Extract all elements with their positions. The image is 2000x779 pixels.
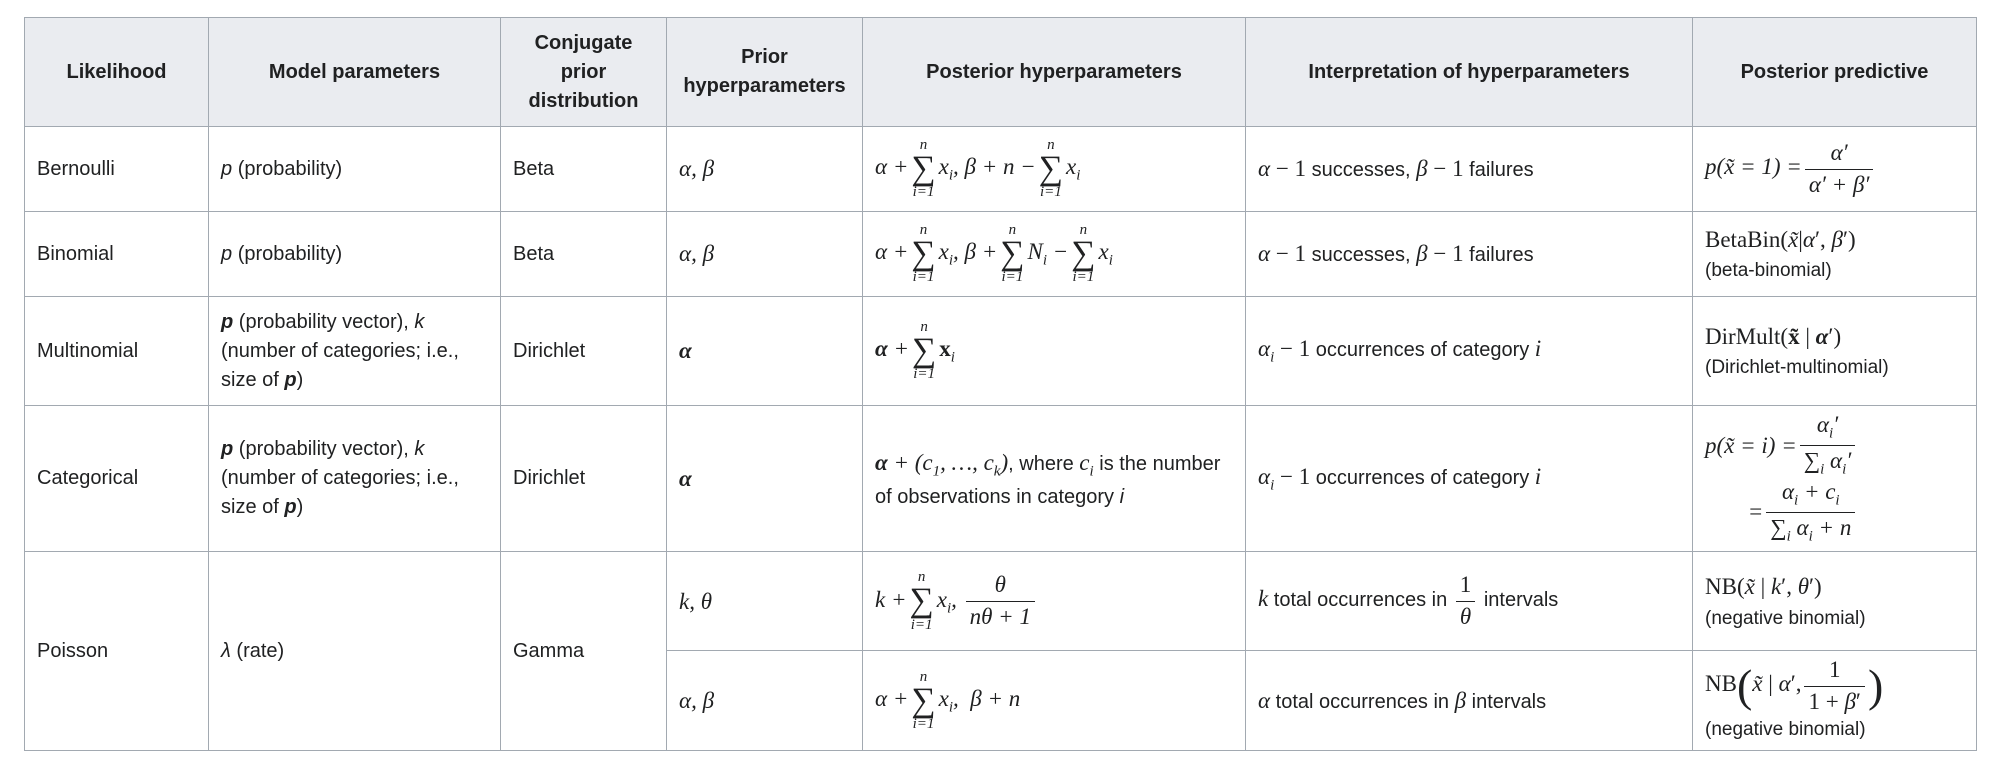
predictive-note: (negative binomial): [1705, 719, 1866, 741]
formula-beta: β: [1454, 688, 1467, 714]
predictive-cell: [1693, 297, 1977, 406]
param-text-1: (probability vector),: [238, 438, 409, 461]
formula-predictive: NB(x̃ | k′, θ′): [1705, 574, 1822, 600]
interpretation-cell: [1246, 212, 1693, 297]
formula-predictive: p(x̃ = 1) = $\frac{\alpha'}{\alpha' + \beta'}$: [1705, 154, 1876, 179]
posterior-hyper-cell: [863, 127, 1246, 212]
prior-cell: Dirichlet: [501, 406, 667, 552]
param-symbol: p: [221, 438, 234, 461]
interpretation-cell: [1246, 406, 1693, 552]
prior-cell: Gamma: [501, 552, 667, 751]
formula-k: k: [1258, 586, 1269, 612]
model-parameters-cell: [209, 212, 501, 297]
predictive-note: (Dirichlet-multinomial): [1705, 357, 1889, 379]
formula-posterior-hyper: α + n ∑ i=1 $x_i$: [875, 318, 955, 383]
formula-prior-hyper: α, β: [679, 241, 715, 267]
interp-fail-text: failures: [1469, 159, 1534, 182]
prior-hyper-cell: [667, 651, 863, 751]
model-parameters-cell: [209, 297, 501, 406]
header-row: [25, 18, 1977, 127]
prior-cell: Beta: [501, 212, 667, 297]
model-parameters-cell: [209, 406, 501, 552]
param-symbol: p: [221, 242, 233, 265]
param-symbol: p: [221, 157, 233, 180]
formula-c-i: $c_i$: [1079, 449, 1094, 480]
posterior-hyper-cell: [863, 552, 1246, 651]
param-text-2: (number of categories; i.e., size of: [221, 467, 459, 519]
table-row-bernoulli: [25, 127, 1977, 212]
param-text-3: ): [296, 368, 304, 391]
formula-category-i: i: [1534, 336, 1542, 362]
formula-posterior-hyper: α + n ∑ i=1 $x_i$, β + n − n ∑ i=1 $x_i$: [875, 136, 1081, 201]
formula-predictive: NB(x̃ | α′, $\frac{1}{1 + \beta'}$ ): [1705, 657, 1884, 714]
param-symbol: λ: [221, 639, 231, 662]
param-text: (probability): [237, 157, 343, 180]
formula-beta-minus-one: β − 1: [1416, 156, 1464, 182]
predictive-cell: [1693, 127, 1977, 212]
param-text-2: (number of categories; i.e., size of: [221, 339, 459, 391]
posterior-hyper-cell: [863, 297, 1246, 406]
formula-beta-minus-one: β − 1: [1416, 241, 1464, 267]
model-parameters-cell: [209, 552, 501, 751]
header-interpretation: Interpretation of hyperparameters: [1246, 18, 1693, 127]
posterior-hyper-cell: [863, 406, 1246, 552]
formula-one-over-theta: $\frac{1}{\theta}$: [1456, 572, 1476, 630]
formula-alpha-i-minus-one: $\alpha_i - 1$: [1258, 336, 1311, 366]
param-symbol-2: k: [414, 310, 425, 333]
formula-posterior-hyper: α + n ∑ i=1 $x_i$, β + n ∑ i=1 $N_i$ − n ∑ i=1 $x_i$: [875, 221, 1113, 286]
posterior-explain-text: is the number of observations in category: [875, 452, 1221, 508]
formula-category-i: i: [1534, 464, 1542, 490]
formula-alpha-minus-one: α − 1: [1258, 156, 1307, 182]
param-text-1: (probability vector),: [238, 310, 409, 333]
predictive-note: (beta-binomial): [1705, 260, 1832, 282]
interpretation-cell: [1246, 651, 1693, 751]
param-symbol-3: p: [284, 496, 297, 519]
predictive-cell: [1693, 651, 1977, 751]
formula-prior-hyper: α, β: [679, 156, 715, 182]
likelihood-cell: Bernoulli: [25, 127, 209, 212]
prior-hyper-cell: [667, 552, 863, 651]
formula-alpha-i-minus-one: $\alpha_i - 1$: [1258, 464, 1311, 494]
prior-hyper-cell: [667, 406, 863, 552]
predictive-cell: [1693, 406, 1977, 552]
interp-text-b: intervals: [1483, 589, 1559, 612]
interp-text: occurrences of category: [1315, 339, 1530, 362]
interp-success-text: successes,: [1311, 159, 1411, 182]
posterior-hyper-cell: [863, 212, 1246, 297]
interp-text-b: intervals: [1471, 691, 1547, 714]
formula-predictive: BetaBin(x̃|α′, β′): [1705, 226, 1856, 252]
table-row-poisson-1: [25, 552, 1977, 651]
header-likelihood: Likelihood: [25, 18, 209, 127]
formula-posterior-hyper: α + n ∑ i=1 $x_i$, β + n: [875, 668, 1021, 732]
conjugate-priors-table: [24, 17, 1977, 751]
param-text: (probability): [237, 242, 343, 265]
formula-posterior-hyper: $\alpha + (c_1$, …, $c_k$): [875, 449, 1009, 480]
header-prior-hyperparameters: Prior hyperparameters: [667, 18, 863, 127]
prior-cell: Beta: [501, 127, 667, 212]
param-text-3: ): [296, 496, 304, 519]
likelihood-cell: Binomial: [25, 212, 209, 297]
formula-alpha: α: [1258, 688, 1271, 714]
formula-prior-hyper: α, β: [679, 688, 715, 714]
header-model-parameters: Model parameters: [209, 18, 501, 127]
interpretation-cell: [1246, 297, 1693, 406]
param-text: (rate): [236, 639, 285, 662]
formula-prior-hyper: k, θ: [679, 588, 713, 614]
prior-hyper-cell: [667, 127, 863, 212]
posterior-where-text: , where: [1008, 452, 1074, 475]
table-row-categorical: [25, 406, 1977, 552]
predictive-cell: [1693, 552, 1977, 651]
formula-predictive: p(x̃ = i) = $\frac{\alpha_i'}{\sum_i \alpha_i'}$ = $\frac{\alpha_i + c_i}{\sum_i \alpha_i + n}$: [1705, 412, 1858, 545]
formula-posterior-hyper: k + n ∑ i=1 $x_i$, $\frac{\theta}{n\theta + 1}$: [875, 587, 1038, 612]
predictive-note: (negative binomial): [1705, 607, 1866, 629]
posterior-hyper-cell: [863, 651, 1246, 751]
predictive-cell: [1693, 212, 1977, 297]
interp-text: occurrences of category: [1315, 467, 1530, 490]
formula-alpha-minus-one: α − 1: [1258, 241, 1307, 267]
posterior-category-symbol: i: [1119, 485, 1125, 508]
interp-fail-text: failures: [1469, 244, 1534, 267]
prior-cell: Dirichlet: [501, 297, 667, 406]
prior-hyper-cell: [667, 297, 863, 406]
param-symbol-3: p: [284, 368, 297, 391]
table-row-binomial: [25, 212, 1977, 297]
prior-hyper-cell: [667, 212, 863, 297]
interpretation-cell: [1246, 552, 1693, 651]
header-conjugate-prior: Conjugate prior distribution: [501, 18, 667, 127]
param-symbol: p: [221, 310, 234, 333]
interp-text-a: total occurrences in: [1275, 691, 1450, 714]
likelihood-cell: Multinomial: [25, 297, 209, 406]
header-posterior-predictive: Posterior predictive: [1693, 18, 1977, 127]
likelihood-cell: Poisson: [25, 552, 209, 751]
param-symbol-2: k: [414, 438, 425, 461]
likelihood-cell: Categorical: [25, 406, 209, 552]
interp-success-text: successes,: [1311, 244, 1411, 267]
table-row-multinomial: [25, 297, 1977, 406]
header-posterior-hyperparameters: Posterior hyperparameters: [863, 18, 1246, 127]
model-parameters-cell: [209, 127, 501, 212]
interpretation-cell: [1246, 127, 1693, 212]
formula-prior-hyper: α: [679, 338, 692, 364]
interp-text-a: total occurrences in: [1273, 589, 1448, 612]
formula-predictive: DirMult(x̃ | α′): [1705, 323, 1842, 349]
formula-prior-hyper: α: [679, 466, 692, 492]
